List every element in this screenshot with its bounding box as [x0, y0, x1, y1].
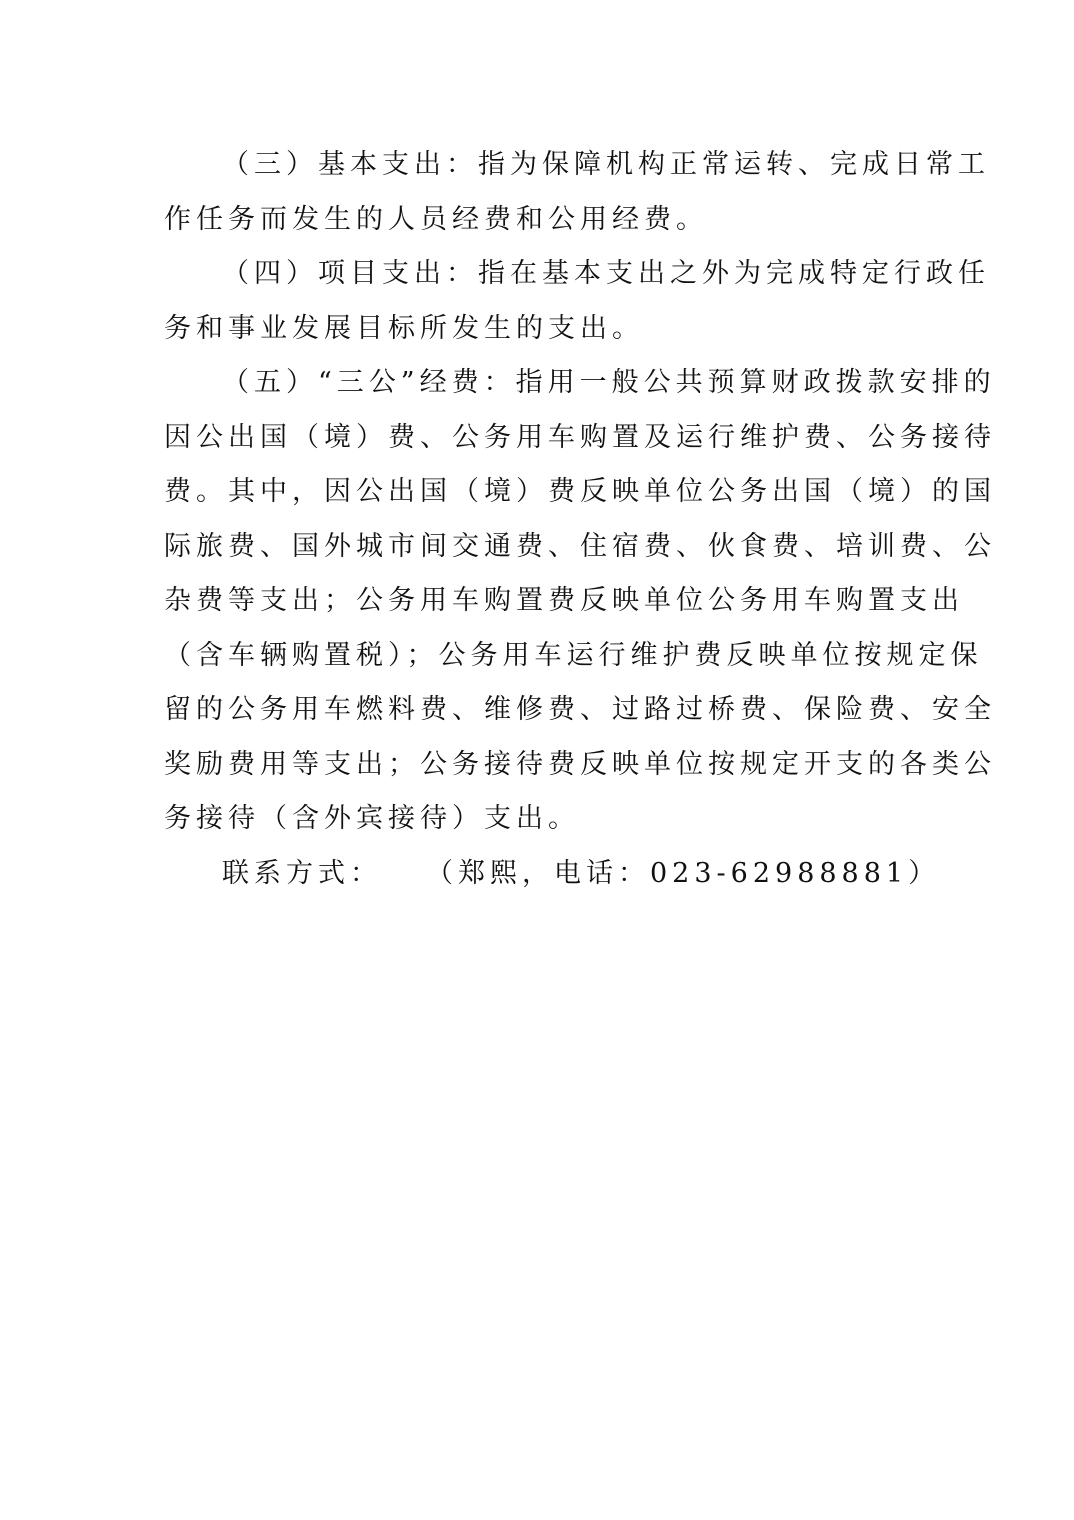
text-line: 务接待（含外宾接待）支出。 — [164, 803, 580, 834]
text-line: （四）项目支出：指在基本支出之外为完成特定行政任 — [222, 258, 990, 289]
contact-line — [164, 847, 941, 902]
paragraph-three-public-expenses — [164, 356, 996, 847]
text-line: （五）“三公”经费：指用一般公共预算财政拨款安排的 — [222, 367, 996, 398]
text-line: 费。其中，因公出国（境）费反映单位公务出国（境）的国 — [164, 476, 996, 507]
text-line: 因公出国（境）费、公务用车购置及运行维护费、公务接待 — [164, 421, 996, 453]
paragraph-basic-expenditure — [164, 138, 990, 247]
contact-value: （郑熙，电话：023-62988881） — [426, 857, 941, 889]
text-line: 务和事业发展目标所发生的支出。 — [164, 312, 644, 344]
text-line: （三）基本支出：指为保障机构正常运转、完成日常工 — [222, 149, 990, 180]
paragraph-project-expenditure — [164, 247, 990, 356]
text-line: 奖励费用等支出；公务接待费反映单位按规定开支的各类公 — [164, 748, 996, 780]
text-line: 杂费等支出；公务用车购置费反映单位公务用车购置支出 — [164, 585, 964, 616]
text-line: 作任务而发生的人员经费和公用经费。 — [164, 203, 708, 235]
text-line: 留的公务用车燃料费、维修费、过路过桥费、保险费、安全 — [164, 694, 996, 725]
document-body — [164, 138, 996, 901]
text-line: 际旅费、国外城市间交通费、住宿费、伙食费、培训费、公 — [164, 530, 996, 562]
contact-label: 联系方式： — [222, 857, 382, 889]
text-line: （含车辆购置税）；公务用车运行维护费反映单位按规定保 — [164, 639, 983, 671]
